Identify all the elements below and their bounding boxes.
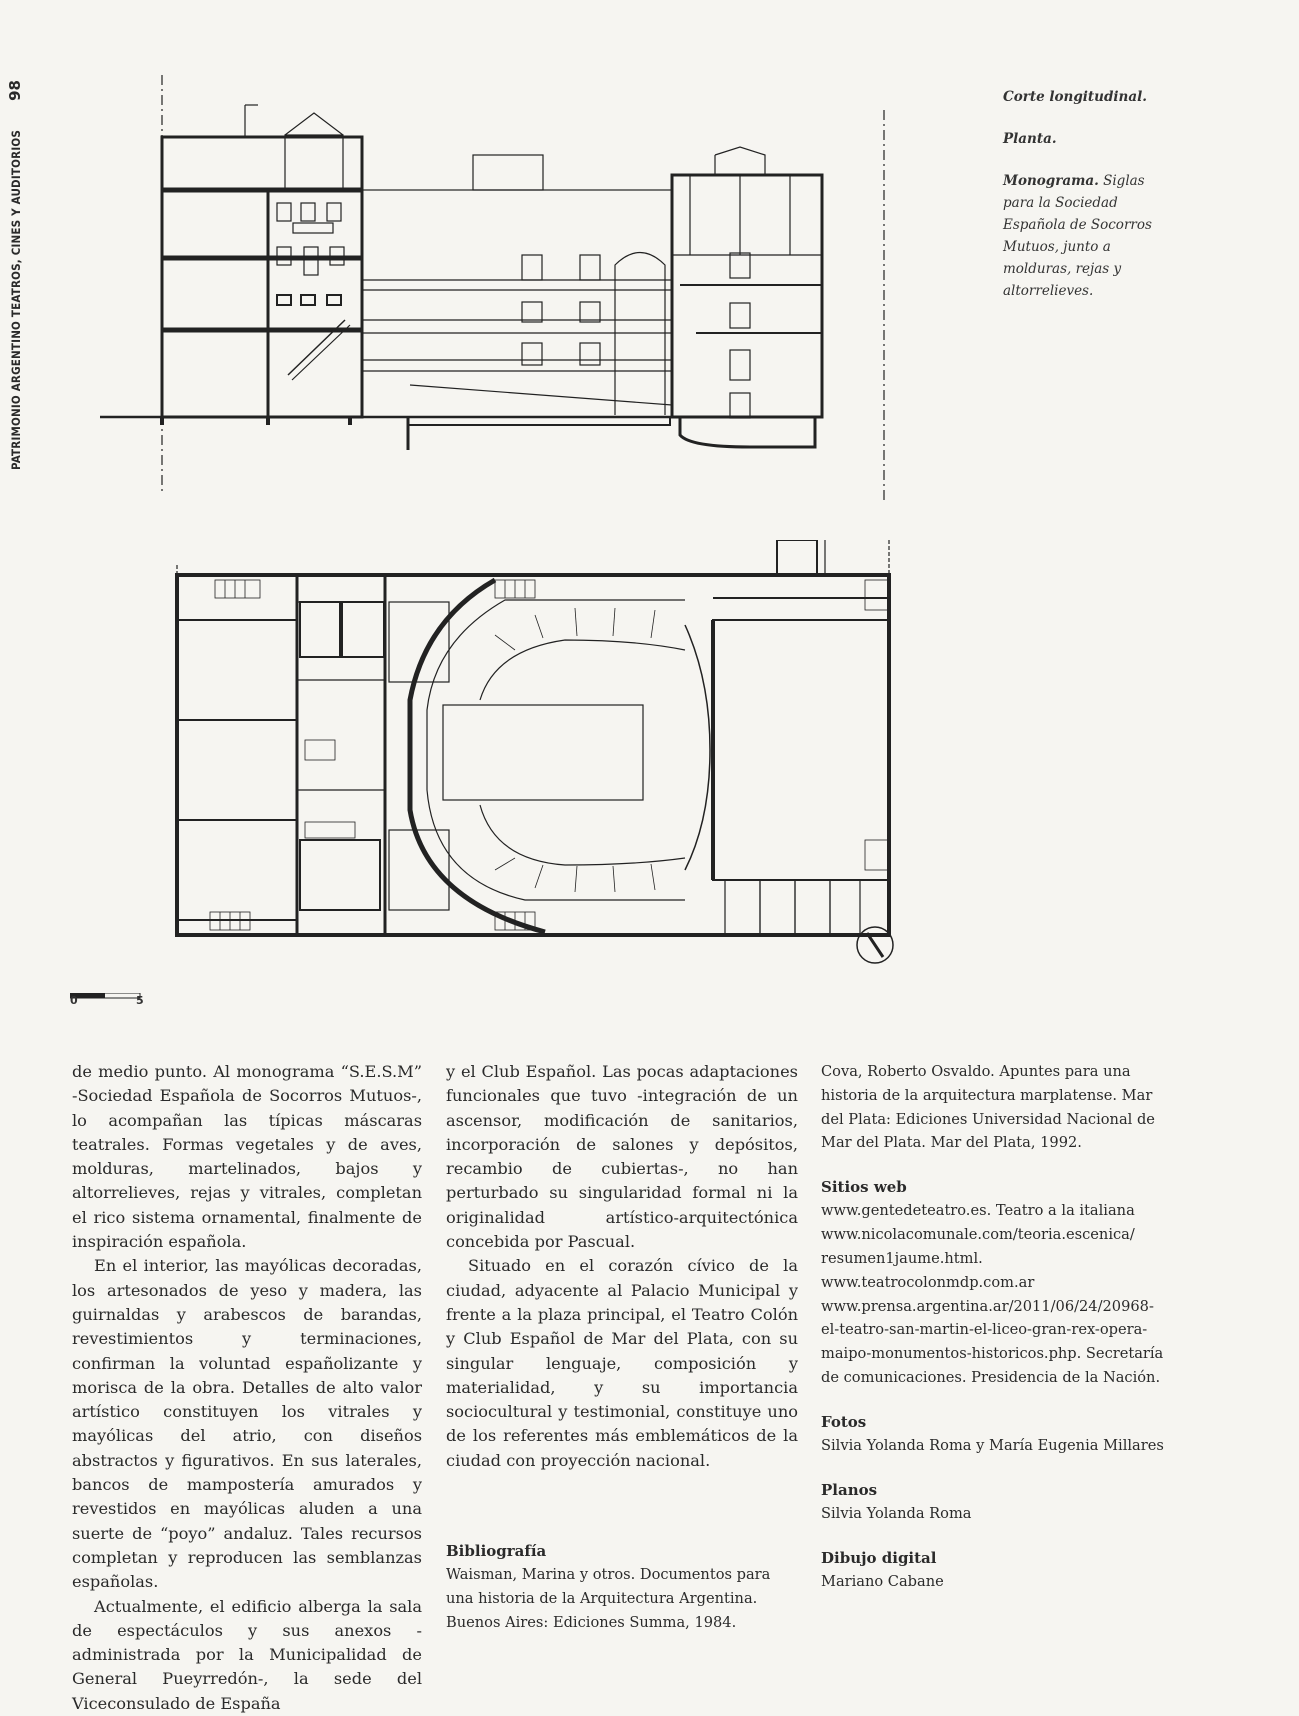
longitudinal-section-drawing bbox=[90, 75, 910, 505]
caption-planta-title: Planta. bbox=[1003, 131, 1057, 147]
caption-monograma bbox=[1003, 170, 1173, 302]
sitio-web-line: de comunicaciones. Presidencia de la Nación. bbox=[821, 1368, 1161, 1386]
body-paragraph: Situado en el corazón cívico de la ciudad, adyacente al Palacio Municipal y frente a la plaza principal, el Teatro Colón y Club Español de Mar del Plata, con su singular lenguaje, composición y materialidad, y su importancia sociocultural y testimonial, constituye uno de los referentes más emblemáticos de la ciudad con proyección nacional. bbox=[446, 1256, 798, 1470]
sitio-web-line: www.nicolacomunale.com/teoria.escenica/ bbox=[821, 1226, 1135, 1244]
sitio-web-line: www.gentedeteatro.es. Teatro a la italiana bbox=[821, 1202, 1135, 1220]
bibliografia-ref-2: Cova, Roberto Osvaldo. Apuntes para una historia de la arquitectura marplatense. Mar del Plata: Ediciones Universidad Nacional de Mar del Plata. Mar del Plata, 1992. bbox=[821, 1063, 1155, 1152]
side-running-header bbox=[6, 80, 32, 470]
dibujo-digital-heading: Dibujo digital bbox=[821, 1548, 937, 1567]
sitio-web-line: el-teatro-san-martin-el-liceo-gran-rex-opera- bbox=[821, 1321, 1148, 1339]
fotos-heading: Fotos bbox=[821, 1412, 867, 1431]
dibujo-digital-credit: Mariano Cabane bbox=[821, 1572, 944, 1590]
sitio-web-line: resumen1jaume.html. bbox=[821, 1249, 983, 1267]
planos-heading: Planos bbox=[821, 1480, 878, 1499]
caption-monograma-text: Siglas para la Sociedad Española de Socorros Mutuos, junto a molduras, rejas y altorrelieves. bbox=[1003, 173, 1152, 299]
body-paragraph: y el Club Español. Las pocas adaptaciones funcionales que tuvo -integración de un ascensor, modificación de sanitarios, incorporación de salones y depósitos, recambio de cubiertas-, no han perturbado su singularidad formal ni la originalidad artístico-arquitectónica concebida por Pascual. bbox=[446, 1062, 798, 1252]
scale-max-label: 5 bbox=[136, 994, 144, 1007]
sitio-web-line: www.teatrocolonmdp.com.ar bbox=[821, 1273, 1035, 1291]
bibliografia-ref-1: Waisman, Marina y otros. Documentos para una historia de la Arquitectura Argentina. Buenos Aires: Ediciones Summa, 1984. bbox=[446, 1566, 771, 1631]
scale-min-label: 0 bbox=[70, 994, 78, 1007]
scale-bar bbox=[70, 986, 150, 1005]
body-paragraph: En el interior, las mayólicas decoradas, los artesonados de yeso y madera, las guirnaldas y arabescos de barandas, revestimientos y terminaciones, confirman la voluntad españolizante y morisca de la obra. Detalles de alto valor artístico constituyen los vitrales y mayólicas del atrio, con diseños abstractos y figurativos. En sus laterales, bancos de mampostería amurados y revestidos en mayólicas aluden a una suerte de “poyo” andaluz. Tales recursos completan y reproducen las semblanzas españolas. bbox=[72, 1256, 422, 1592]
figure-captions bbox=[1003, 86, 1173, 322]
running-head: PATRIMONIO ARGENTINO TEATROS, CINES Y AUDITORIOS bbox=[9, 129, 23, 470]
sitio-web-line: maipo-monumentos-historicos.php. Secretaría bbox=[821, 1345, 1164, 1363]
page-number: 98 bbox=[6, 80, 24, 101]
floor-plan-drawing bbox=[165, 540, 915, 970]
fotos-credit: Silvia Yolanda Roma y María Eugenia Millares bbox=[821, 1436, 1164, 1454]
sitio-web-line: www.prensa.argentina.ar/2011/06/24/20968- bbox=[821, 1297, 1154, 1315]
caption-corte-title: Corte longitudinal. bbox=[1003, 89, 1147, 105]
bibliografia-heading: Bibliografía bbox=[446, 1542, 547, 1561]
body-paragraph: Actualmente, el edificio alberga la sala de espectáculos y sus anexos -administrada por la Municipalidad de General Pueyrredón-, la sede del Viceconsulado de España bbox=[72, 1596, 422, 1713]
text-column-1 bbox=[72, 1060, 422, 1716]
caption-monograma-title: Monograma. bbox=[1003, 173, 1099, 189]
planos-credit: Silvia Yolanda Roma bbox=[821, 1504, 972, 1522]
text-column-2 bbox=[446, 1060, 798, 1635]
body-paragraph: de medio punto. Al monograma “S.E.S.M” -Sociedad Española de Socorros Mutuos-, lo acompañan las típicas máscaras teatrales. Formas vegetales y de aves, molduras, martelinados, bajos y altorrelieves, rejas y vitrales, completan el rico sistema ornamental, finalmente de inspiración española. bbox=[72, 1062, 422, 1252]
text-column-3 bbox=[821, 1060, 1166, 1594]
sitios-web-heading: Sitios web bbox=[821, 1178, 907, 1197]
